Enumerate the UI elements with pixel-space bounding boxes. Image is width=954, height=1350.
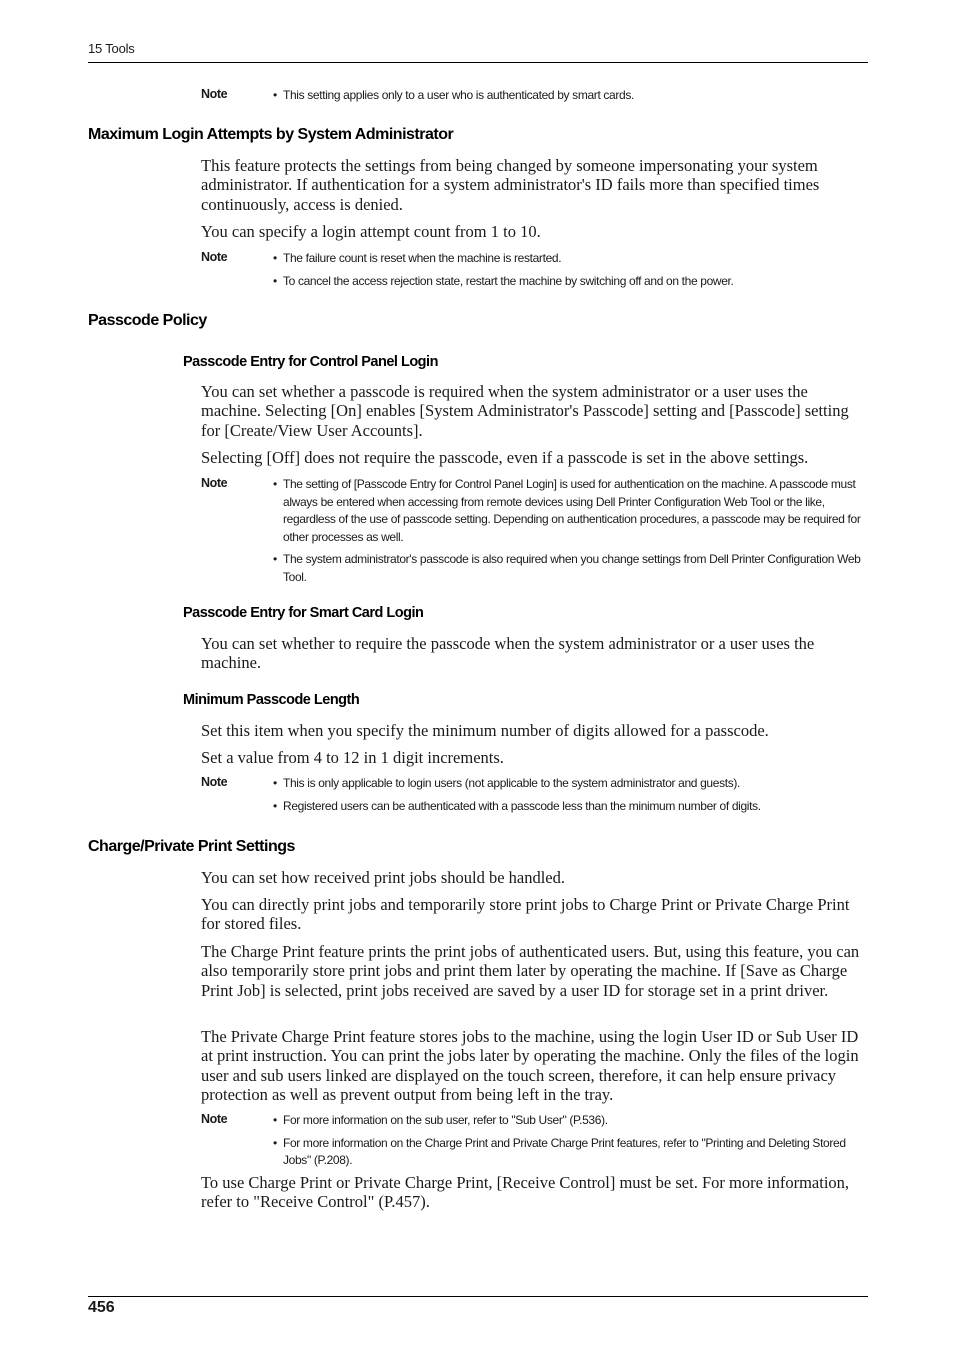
bullet-icon: • <box>273 1113 277 1127</box>
note-item <box>273 1135 863 1170</box>
heading-max-login: Maximum Login Attempts by System Administrator <box>88 126 454 143</box>
paragraph: You can directly print jobs and temporarily store print jobs to Charge Print or Private Charge Print for stored files. <box>201 895 850 934</box>
note-label: Note <box>201 476 228 490</box>
heading-smart-card-login: Passcode Entry for Smart Card Login <box>183 605 424 621</box>
paragraph: Set a value from 4 to 12 in 1 digit increments. <box>201 748 504 767</box>
note-label: Note <box>201 775 228 789</box>
note-list <box>273 87 863 110</box>
paragraph: Set this item when you specify the minimum number of digits allowed for a passcode. <box>201 721 769 740</box>
bullet-icon: • <box>273 273 277 288</box>
section-heading <box>88 312 207 330</box>
note-text: This is only applicable to login users (not applicable to the system administrator and guests). <box>283 776 740 790</box>
heading-passcode-policy: Passcode Policy <box>88 312 207 329</box>
bullet-icon: • <box>273 776 277 790</box>
header-rule <box>88 62 868 63</box>
paragraph: This feature protects the settings from being changed by someone impersonating your system administrator. If authentication for a system administrator's ID fails more than specified times continuously, access is denied. <box>201 156 820 214</box>
bullet-icon: • <box>273 798 277 813</box>
note-text: Registered users can be authenticated with a passcode less than the minimum number of digits. <box>283 798 761 813</box>
paragraph: You can set whether to require the passcode when the system administrator or a user uses the machine. <box>201 634 815 673</box>
note-list <box>273 775 863 820</box>
note-list <box>273 1112 863 1175</box>
paragraph: You can specify a login attempt count from 1 to 10. <box>201 222 541 241</box>
note-item <box>273 551 863 586</box>
paragraph: You can set how received print jobs should be handled. <box>201 868 566 887</box>
page-number: 456 <box>88 1299 115 1316</box>
note-item <box>273 87 863 105</box>
note-item <box>273 1112 863 1130</box>
note-item <box>273 798 863 816</box>
bullet-icon: • <box>273 552 277 567</box>
note-list <box>273 250 863 295</box>
paragraph: Selecting [Off] does not require the passcode, even if a passcode is set in the above settings. <box>201 448 809 467</box>
bullet-icon: • <box>273 251 277 265</box>
bullet-icon: • <box>273 1135 277 1150</box>
running-header: 15 Tools <box>88 41 135 56</box>
bullet-icon: • <box>273 88 277 102</box>
note-text: For more information on the Charge Print and Private Charge Print features, refer to "Printing and Deleting Stored Jobs" (P.208). <box>283 1135 846 1168</box>
section-heading <box>88 126 453 144</box>
note-text: For more information on the sub user, refer to "Sub User" (P.536). <box>283 1113 608 1127</box>
heading-charge-print: Charge/Private Print Settings <box>88 838 295 855</box>
note-label: Note <box>201 1112 228 1126</box>
note-text: The failure count is reset when the machine is restarted. <box>283 251 562 265</box>
paragraph: The Charge Print feature prints the print jobs of authenticated users. But, using this feature, you can also temporarily store print jobs and print them later by operating the machine. If [Save as Charge Print Job] is selected, print jobs received are saved by a user ID for storage set in a print driver. <box>201 942 860 1000</box>
note-item <box>273 250 863 268</box>
note-label: Note <box>201 87 228 101</box>
subsection-heading <box>183 605 423 621</box>
note-item <box>273 476 863 546</box>
note-list <box>273 476 863 592</box>
footer-rule <box>88 1296 868 1297</box>
subsection-heading <box>183 692 359 708</box>
note-label: Note <box>201 250 228 264</box>
note-text: To cancel the access rejection state, restart the machine by switching off and on the power. <box>283 273 734 288</box>
note-text: This setting applies only to a user who is authenticated by smart cards. <box>283 88 634 102</box>
heading-min-passcode-length: Minimum Passcode Length <box>183 692 360 708</box>
note-text: The system administrator's passcode is also required when you change settings from Dell Printer Configuration Web Tool. <box>283 552 861 584</box>
paragraph: The Private Charge Print feature stores jobs to the machine, using the login User ID or Sub User ID at print instruction. You can print the jobs later by operating the machine. Only the files of the login user and sub users linked are displayed on the touch screen, therefore, it can help ensure privacy protection as well as prevent output from being left in the tray. <box>201 1027 859 1104</box>
note-item <box>273 775 863 793</box>
paragraph: You can set whether a passcode is required when the system administrator or a user uses the machine. Selecting [On] enables [System Administrator's Passcode] setting and [Passcode] setting for [Create/View User Accounts]. <box>201 382 849 440</box>
paragraph: To use Charge Print or Private Charge Print, [Receive Control] must be set. For more information, refer to "Receive Control" (P.457). <box>201 1173 850 1212</box>
section-heading <box>88 838 295 856</box>
note-item <box>273 273 863 291</box>
note-text: The setting of [Passcode Entry for Control Panel Login] is used for authentication on the machine. A passcode must always be entered when accessing from remote devices using Dell Printer Configuration Web Tool or the like, regardless of the use of passcode setting. Depending on authentication procedures, a passcode may be required for other processes as well. <box>283 477 861 544</box>
heading-control-panel-login: Passcode Entry for Control Panel Login <box>183 354 438 370</box>
bullet-icon: • <box>273 477 277 491</box>
subsection-heading <box>183 354 438 370</box>
